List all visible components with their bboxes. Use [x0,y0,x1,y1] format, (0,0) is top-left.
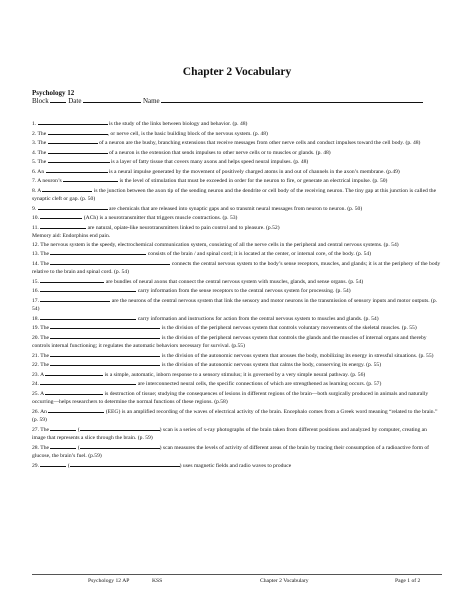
answer-blank[interactable] [40,379,136,385]
item-lead-text: 10. [32,215,41,221]
item-definition-text: is the junction between the axon tip of the sending neuron and the dendrite or cell body of the receiving neuron. The tiny gap at this junction is called the synaptic cleft or gap. (p. 50) [32,187,437,202]
item-definition-text: , or nerve cell, is the basic building block of the nervous system. (p. 48) [107,130,268,137]
item-definition-text: ( [76,426,80,433]
item-lead-text: 3. The [32,140,48,146]
answer-blank[interactable] [40,277,104,283]
item-definition-text: (ACh) is a neurotransmitter that triggers muscle contractions. (p. 53) [82,215,238,221]
vocab-item [32,333,442,351]
answer-blank[interactable] [38,204,108,210]
vocab-item [32,323,442,333]
vocab-item [32,241,442,250]
answer-blank[interactable] [50,333,160,339]
date-field[interactable] [83,96,141,103]
item-lead-text: 9. [32,205,38,212]
item-lead-text: 18. [32,315,41,322]
item-definition-text: ) scan is a series of x-ray photographs of the brain taken from different positions and analyzed by computer, creating an image that represents a slice through the brain. (p. 59) [32,426,427,441]
item-definition-text: are the neurons of the central nervous system that link the sensory and motor neurons in the transmission of sensory inputs and motor outputs. (p. 54) [32,297,438,312]
answer-blank-full-term[interactable] [80,443,160,449]
item-definition-text: is the division of the peripheral nervous system that controls voluntary movements of the skeletal muscles. (p. 55) [160,325,417,331]
item-lead-text: 22. The [32,362,51,368]
item-definition-text: of a neuron is the extension that sends impulses to other nerve cells or to muscles or glands. (p. 48) [107,149,331,156]
item-lead-text: 29. [32,462,41,469]
item-definition-text: carry information from the sense receptors to the central nervous system for processing. (p. 54) [136,288,351,294]
answer-blank[interactable] [40,314,136,320]
vocab-item [32,461,442,471]
item-lead-text: 12. The nervous system is the speedy, electrochemical communication system, consisting of all the nerve cells in the peripheral and central nervous systems. (p. 54) [32,241,399,248]
vocab-item [32,213,442,223]
answer-blank[interactable] [46,167,108,173]
item-lead-text: 5. The [32,159,48,165]
item-lead-text: 4. The [32,149,48,156]
answer-blank[interactable] [48,138,98,144]
item-lead-text: 2. The [32,130,48,137]
answer-blank[interactable] [48,407,104,413]
item-lead-text: 21. The [32,352,51,359]
item-definition-text: of a neuron are the bushy, branching extensions that receive messages from other nerve cells and conduct impulses toward the cell body. (p. 48) [97,140,421,146]
item-lead-text: 17. [32,297,41,304]
item-lead-text: 26. An [32,408,49,415]
vocab-item [32,351,442,361]
answer-blank[interactable] [45,370,103,376]
item-definition-text: is the level of stimulation that must be exceeded in order for the neuron to fire, or generate an electrical impulse. (p. 50) [118,178,388,184]
answer-blank[interactable] [40,286,136,292]
footer-initials: KSS [152,578,163,584]
item-lead-text: 8. A [32,187,43,194]
item-lead-text: Memory aid: Endorphins end pain. [32,233,111,239]
vocab-item [32,176,442,186]
item-lead-text: 7. A neuron’s [32,178,64,184]
footer-page-number: Page 1 of 2 [395,578,421,584]
vocab-item [32,259,442,277]
item-definition-text: are chemicals that are released into synaptic gaps and so transmit neural messages from neuron to neuron. (p. 50) [107,205,363,212]
item-lead-text: 23. A [32,371,46,378]
item-definition-text: is the division of the autonomic nervous system that calms the body, conserving its energy. (p. 55) [160,362,382,368]
vocab-item [32,407,442,425]
vocab-item [32,119,442,129]
vocab-item [32,138,442,148]
answer-blank[interactable] [48,157,110,163]
item-definition-text: ) scan measures the levels of activity of different areas of the brain by tracing their consumption of a radioactive form of glucose, the brain’s fuel. (p.59) [32,444,430,459]
footer-course: Psychology 12 AP [88,578,130,584]
page-title: Chapter 2 Vocabulary [182,66,292,78]
vocab-item [32,425,442,443]
answer-blank-full-term[interactable] [80,425,160,431]
block-label: Block [32,97,49,105]
answer-blank[interactable] [48,129,108,135]
answer-blank[interactable] [50,443,76,449]
item-definition-text: is the study of the links between biology and behavior. (p. 48) [107,121,248,127]
item-definition-text: carry information and instructions for action from the central nervous system to muscles and glands. (p. 54) [136,315,379,322]
vocab-item [32,223,442,233]
item-lead-text: 11. [32,224,41,231]
vocab-item [32,148,442,158]
answer-blank[interactable] [50,360,160,366]
item-definition-text: (EEG) is an amplified recording of the waves of electrical activity of the brain. Encephalo comes from a Greek word meaning “related to the brain.” (p. 59) [32,408,438,423]
footer-divider [32,574,442,575]
answer-blank[interactable] [40,223,86,229]
answer-blank[interactable] [50,425,76,431]
vocab-item [32,370,442,380]
vocab-item [32,232,442,241]
answer-blank[interactable] [45,389,103,395]
block-field[interactable] [50,96,66,103]
vocab-item [32,443,442,461]
item-lead-text: 27. The [32,426,51,433]
item-lead-text: 16. [32,288,41,294]
item-definition-text: is the division of the autonomic nervous system that arouses the body, mobilizing its energy in stressful situations. (p. 55) [160,352,434,359]
answer-blank-full-term[interactable] [70,461,180,467]
item-lead-text: 14. The [32,260,51,267]
item-definition-text: consists of the brain / and spinal cord; it is located at the center, or internal core, of the body. (p. 54) [146,251,372,257]
item-definition-text: are interconnected neural cells, the specific connections of which are strengthened as learning occurs. (p. 57) [136,381,382,387]
answer-blank[interactable] [50,323,160,329]
item-definition-text: ) uses magnetic fields and radio waves to produce [179,462,292,469]
vocab-item [32,314,442,324]
answer-blank[interactable] [40,213,82,219]
vocab-item [32,167,442,177]
item-lead-text: 19. The [32,325,51,331]
student-info-line [32,96,423,105]
item-definition-text: is the division of the peripheral nervous system that controls the glands and the muscles of internal organs and thereby controls internal functioning; it regulates the automatic behaviors necessary for survival. (p.55) [32,334,427,349]
vocabulary-list [32,119,442,470]
item-definition-text: is a neural impulse generated by the movement of positively charged atoms in and out of channels in the axon’s membrane. (p.49) [107,168,400,175]
item-lead-text: 6. An [32,168,46,175]
answer-blank[interactable] [50,259,170,265]
date-label: Date [68,97,82,105]
vocab-item [32,186,442,204]
vocab-item [32,204,442,214]
item-lead-text: 15. [32,278,41,285]
item-lead-text: 28. The [32,444,51,451]
answer-blank[interactable] [50,249,146,255]
item-definition-text: are natural, opiate-like neurotransmitters linked to pain control and to pleasure. (p.52) [86,224,280,231]
vocab-item [32,360,442,370]
course-label: Psychology 12 [32,89,75,97]
item-lead-text: 13. The [32,251,51,257]
answer-blank[interactable] [40,461,66,467]
item-lead-text: 1. [32,121,38,127]
item-definition-text: connects the central nervous system to the body’s sense receptors, muscles, and glands; it is at the periphery of the body relative to the brain and spinal cord. (p. 54) [32,260,441,275]
vocab-item [32,296,442,314]
vocab-item [32,286,442,296]
item-definition-text: is a simple, automatic, inborn response to a sensory stimulus; it is governed by a very simple neural pathway. (p. 56) [103,371,366,378]
vocab-item [32,157,442,167]
item-definition-text: ( [66,462,70,469]
item-definition-text: is destruction of tissue; studying the consequences of lesions in different regions of the brain—both surgically produced in animals and naturally occurring—helps researchers to determine the normal functions of these regions. (p.58) [32,390,429,405]
vocab-item [32,379,442,389]
answer-blank[interactable] [40,296,110,302]
answer-blank[interactable] [42,186,92,192]
vocab-item [32,389,442,407]
answer-blank[interactable] [50,351,160,357]
item-definition-text: are bundles of neural axons that connect the central nervous system with muscles, glands, and sense organs. (p. 54) [104,278,364,285]
answer-blank[interactable] [38,119,108,125]
vocab-item [32,249,442,259]
item-definition-text: ( [76,444,80,451]
answer-blank[interactable] [48,148,108,154]
vocab-item [32,129,442,139]
footer-chapter: Chapter 2 Vocabulary [260,578,309,584]
answer-blank[interactable] [63,176,118,182]
vocab-item [32,277,442,287]
item-lead-text: 20. The [32,334,51,341]
item-lead-text: 24. [32,381,41,387]
item-lead-text: 25. A [32,390,46,397]
item-definition-text: is a layer of fatty tissue that covers many axons and helps speed neural impulses. (p. 48) [109,159,309,165]
name-field[interactable] [161,96,423,103]
name-label: Name [142,97,160,105]
